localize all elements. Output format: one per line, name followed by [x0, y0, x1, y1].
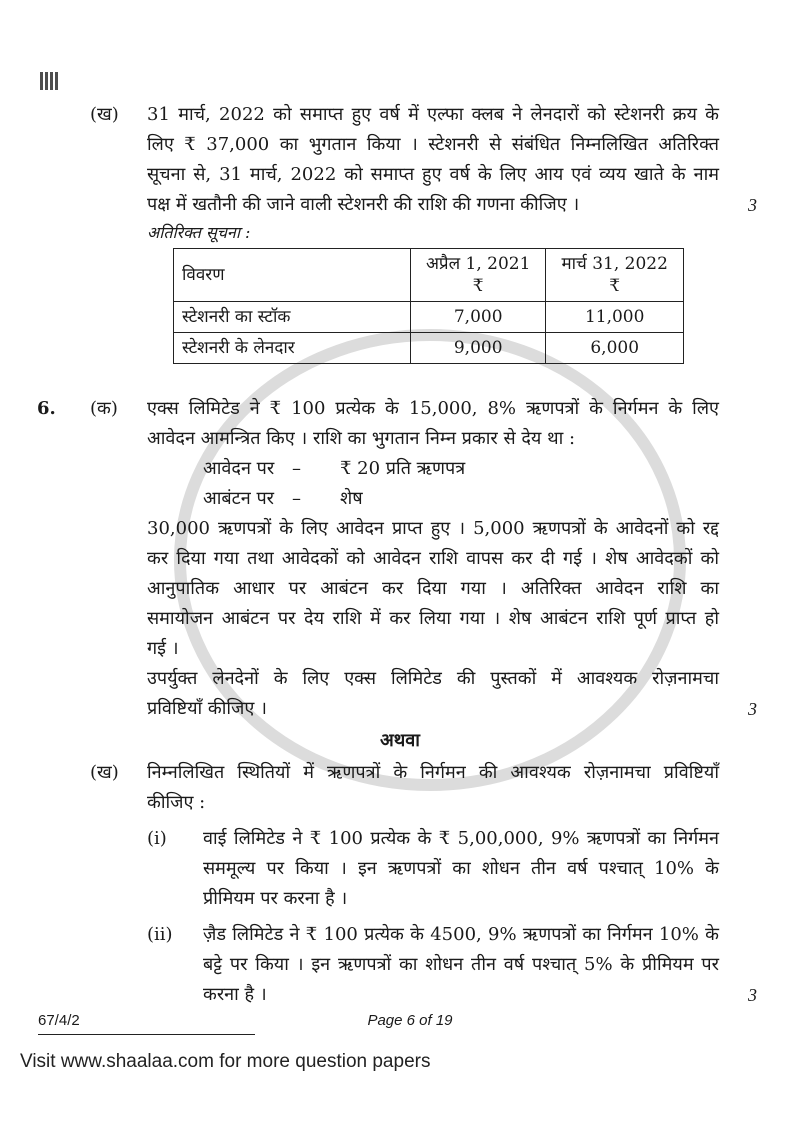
q5b-label: (ख) [90, 104, 119, 125]
item-line: सममूल्य पर किया । इन ऋणपत्रों का शोधन तीन वर्ष पश्चात् 10% के [203, 858, 719, 879]
visit-link[interactable]: Visit www.shaalaa.com for more question papers [20, 1051, 431, 1072]
question-6b [37, 758, 800, 1010]
table-cell: 11,000 [546, 302, 684, 333]
q5b-info [37, 220, 800, 364]
schedule-row [147, 454, 719, 484]
item-label: (i) [147, 828, 167, 849]
table-cell: स्टेशनरी के लेनदार [174, 333, 411, 364]
q5b-line: पक्ष में खतौनी की जाने वाली स्टेशनरी की राशि की गणना कीजिए । [147, 194, 580, 215]
header-date: मार्च 31, 2022 [561, 254, 668, 274]
item-line: ज़ैड लिमिटेड ने ₹ 100 प्रत्येक के 4500, 9% ऋणपत्रों का निर्गमन 10% के [203, 924, 719, 945]
q6a-para-line: समायोजन आबंटन पर देय राशि में कर लिया गया । शेष आबंटन राशि पूर्ण प्राप्त हो [147, 608, 719, 629]
q6b-label: (ख) [90, 762, 119, 783]
table-cell: 6,000 [546, 333, 684, 364]
schedule-stage: आबंटन पर [203, 488, 275, 509]
or-label: अथवा [380, 730, 420, 751]
table-cell: स्टेशनरी का स्टॉक [174, 302, 411, 333]
item-line: वाई लिमिटेड ने ₹ 100 प्रत्येक के ₹ 5,00,000, 9% ऋणपत्रों का निर्गमन [203, 828, 719, 849]
q6a-para-line: कर दिया गया तथा आवेदकों को आवेदन राशि वापस कर दी गई । शेष आवेदकों को [147, 548, 719, 569]
table-header-row [174, 249, 684, 302]
schedule-dash: – [292, 488, 301, 509]
q6a-line: एक्स लिमिटेड ने ₹ 100 प्रत्येक के 15,000, 8% ऋणपत्रों के निर्गमन के लिए [147, 398, 719, 419]
q6a-line: आवेदन आमन्त्रित किए । राशि का भुगतान निम्न प्रकार से देय था : [147, 428, 576, 449]
footer [0, 1010, 800, 1075]
q5b-line: लिए ₹ 37,000 का भुगतान किया । स्टेशनरी से संबंधित निम्नलिखित अतिरिक्त [147, 134, 719, 155]
item-text [203, 920, 719, 1010]
q6a-para-line: 30,000 ऋणपत्रों के लिए आवेदन प्राप्त हुए । 5,000 ऋणपत्रों के आवेदनों को रद्द [147, 518, 719, 539]
footer-row [38, 1010, 800, 1035]
schedule-amount: शेष [340, 488, 363, 509]
number-spacer [37, 220, 90, 364]
item-label: (ii) [147, 924, 173, 945]
schedule-amount: ₹ 20 प्रति ऋणपत्र [340, 458, 466, 479]
sub-item [147, 920, 719, 1010]
paper-code: 67/4/2 [38, 1010, 255, 1035]
schedule-stage: आवेदन पर [203, 458, 275, 479]
number-spacer [37, 100, 90, 220]
schedule-row [147, 484, 719, 514]
question-6a [37, 394, 800, 724]
currency-symbol: ₹ [609, 276, 621, 296]
stationery-table [173, 248, 684, 364]
item-line: प्रीमियम पर करना है । [203, 888, 348, 909]
q5b-body [147, 100, 719, 220]
q6a-marks: 3 [748, 699, 757, 719]
q6a-label: (क) [90, 398, 118, 419]
q6a-body [147, 394, 719, 724]
q6a-para-line: गई । [147, 638, 179, 659]
table-row [174, 302, 684, 333]
item-line: बट्टे पर किया । इन ऋणपत्रों का शोधन तीन वर्ष पश्चात् 5% के प्रीमियम पर [203, 954, 719, 975]
table-header [546, 249, 684, 302]
sub-item [147, 824, 719, 914]
q6b-line: कीजिए : [147, 792, 206, 813]
table-header [411, 249, 546, 302]
q5b-info-body [147, 220, 719, 364]
table-cell: 7,000 [411, 302, 546, 333]
q5b-marks: 3 [748, 195, 757, 215]
q6b-body [147, 758, 719, 1010]
page-number: Page 6 of 19 [367, 1012, 453, 1029]
q5b-line: 31 मार्च, 2022 को समाप्त हुए वर्ष में एल्फा क्लब ने लेनदारों को स्टेशनरी क्रय के [147, 104, 719, 125]
q6a-para-line: प्रविष्टियाँ कीजिए । [147, 698, 267, 719]
question-5b [37, 100, 800, 220]
table-header: विवरण [174, 249, 411, 302]
label-spacer [90, 220, 147, 364]
schedule-dash: – [292, 458, 301, 479]
question-number: 6. [37, 398, 56, 419]
q6b-line: निम्नलिखित स्थितियों में ऋणपत्रों के निर्गमन की आवश्यक रोज़नामचा प्रविष्टियाँ [147, 762, 719, 783]
q5b-line: सूचना से, 31 मार्च, 2022 को समाप्त हुए वर्ष के लिए आय एवं व्यय खाते के नाम [147, 164, 719, 185]
item-text [203, 824, 719, 914]
info-heading: अतिरिक्त सूचना : [147, 223, 251, 242]
table-cell: 9,000 [411, 333, 546, 364]
q6b-marks: 3 [748, 985, 757, 1005]
number-spacer [37, 758, 90, 1010]
header-date: अप्रैल 1, 2021 [425, 254, 531, 274]
q6a-para-line: आनुपातिक आधार पर आबंटन कर दिया गया । अतिरिक्त आवेदन राशि का [147, 578, 719, 599]
table-row [174, 333, 684, 364]
item-line: करना है । [203, 984, 267, 1005]
q6a-para-line: उपर्युक्त लेनदेनों के लिए एक्स लिमिटेड की पुस्तकों में आवश्यक रोज़नामचा [147, 668, 719, 689]
currency-symbol: ₹ [472, 276, 484, 296]
